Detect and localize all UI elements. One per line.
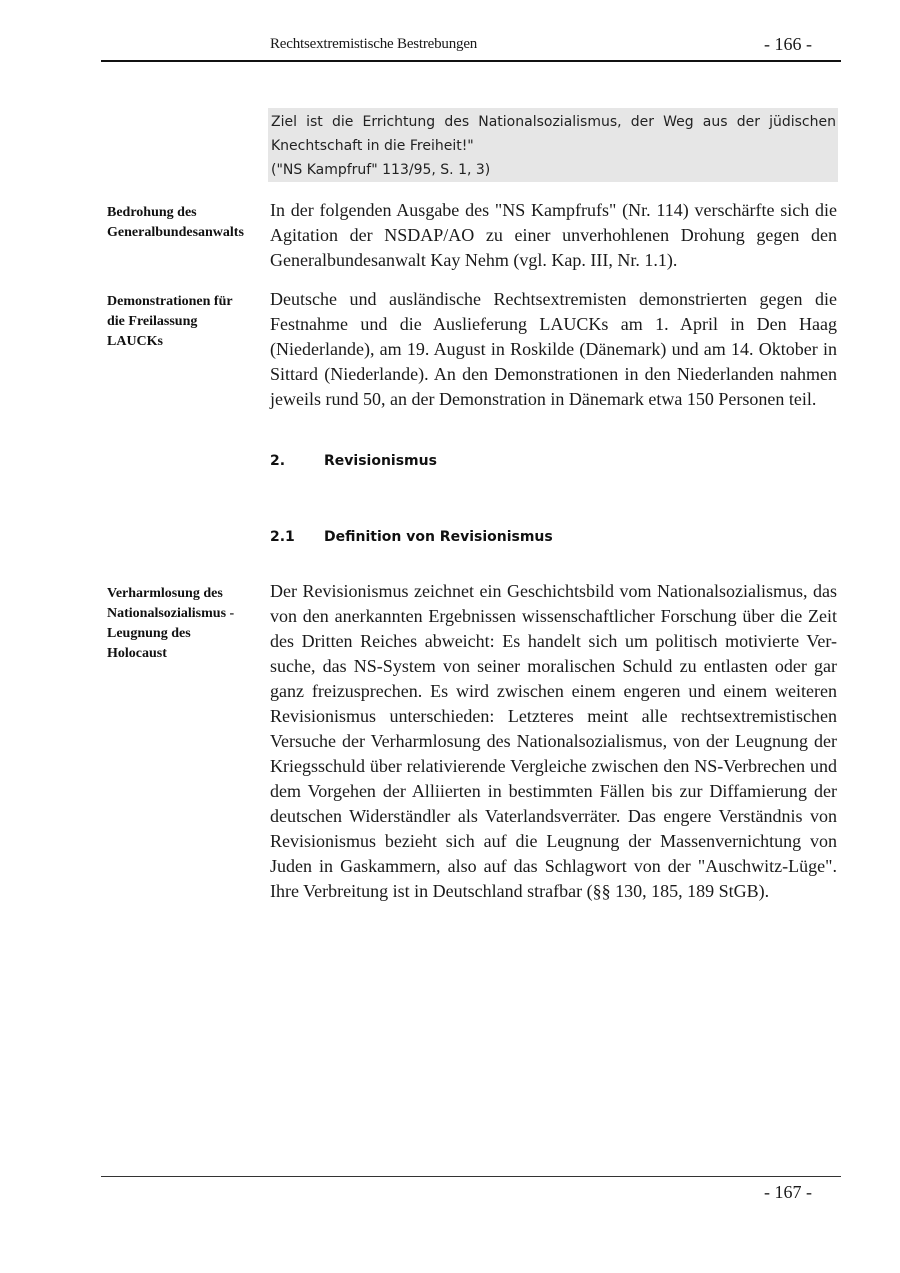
quote-line-2: Knechtschaft in die Freiheit!" [271, 138, 474, 154]
margin-note-bedrohung [107, 203, 267, 243]
paragraph-line: Agitation der NSDAP/AO zu einer unverhohlenen Drohung gegen den [270, 225, 837, 245]
margin-note-line: Holocaust [107, 646, 167, 661]
footer-rule [101, 1176, 841, 1177]
paragraph-line: Revisionismus bezieht sich auf die Leugnung der Massenvernichtung von [270, 831, 837, 851]
paragraph-line: jeweils rund 50, an der Demonstration in Dänemark etwa 150 Personen teil. [270, 389, 817, 409]
page-number-bottom: - 167 - [764, 1182, 812, 1202]
heading-2-1-title: Definition von Revisionismus [324, 529, 553, 545]
heading-2-title: Revisionismus [324, 453, 437, 469]
paragraph-line: Juden in Gaskammern, also auf das Schlagwort von der "Auschwitz-Lüge". [270, 856, 837, 876]
paragraph-line: von den anerkannten Ergebnissen wissenschaftlicher Forschung über die Zeit [270, 606, 837, 626]
margin-note-line: LAUCKs [107, 334, 164, 349]
margin-note-line: Verharmlosung des [107, 586, 223, 601]
margin-note-line: die Freilassung [107, 314, 198, 329]
paragraph-line: Revisionismus unterschieden: Letzteres meint alle rechtsextremistischen [270, 706, 837, 726]
paragraph-line: Deutsche und ausländische Rechtsextremisten demonstrierten gegen die [270, 289, 837, 309]
quote-line-1: Ziel ist die Errichtung des Nationalsozialismus, der Weg aus der jüdischen [271, 114, 836, 130]
paragraph-line: Ihre Verbreitung ist in Deutschland strafbar (§§ 130, 185, 189 StGB). [270, 881, 770, 901]
paragraph-line: Versuche der Verharmlosung des Nationalsozialismus, von der Leugnung der [270, 731, 837, 751]
quote-source: ("NS Kampfruf" 113/95, S. 1, 3) [271, 162, 491, 178]
paragraph-line: Generalbundesanwalt Kay Nehm (vgl. Kap. III, Nr. 1.1). [270, 250, 678, 270]
paragraph-line: dem Vorgehen der Alliierten in bestimmten Fällen bis zur Diffamierung der [270, 781, 837, 801]
paragraph-line: Sittard (Niederlande). An den Demonstrationen in den Niederlanden nahmen [270, 364, 837, 384]
heading-2-1-number: 2.1 [270, 529, 295, 545]
paragraph-line: (Niederlande), am 19. August in Roskilde (Dänemark) und am 14. Oktober in [270, 339, 837, 359]
paragraph-line: ganz freizusprechen. Es wird zwischen einem engeren und einem weiteren [270, 681, 837, 701]
paragraph-line: Kriegsschuld über relativierende Vergleiche zwischen den NS-Verbrechen und [270, 756, 837, 776]
header-rule [101, 60, 841, 62]
paragraph-line: suche, das NS-System von seiner moralischen Schuld zu entlasten oder gar [270, 656, 837, 676]
margin-note-line: Nationalsozialismus - [107, 606, 235, 621]
margin-note-line: Demonstrationen für [107, 294, 233, 309]
heading-2-number: 2. [270, 453, 286, 469]
paragraph-line: In der folgenden Ausgabe des "NS Kampfrufs" (Nr. 114) verschärfte sich die [270, 200, 837, 220]
margin-note-line: Generalbundesanwalts [107, 225, 244, 240]
paragraph-line: des Dritten Reiches abweicht: Es handelt sich um politisch motivierte Ver- [270, 631, 837, 651]
paragraph-line: Der Revisionismus zeichnet ein Geschichtsbild vom Nationalsozialismus, das [270, 581, 837, 601]
paragraph-line: Festnahme und die Auslieferung LAUCKs am 1. April in Den Haag [270, 314, 837, 334]
page-number-top: - 166 - [764, 34, 812, 54]
margin-note-demonstrationen [107, 292, 267, 352]
margin-note-line: Bedrohung des [107, 205, 197, 220]
paragraph-line: deutschen Widerständler als Vaterlandsverräter. Das engere Verständnis von [270, 806, 837, 826]
running-header-title: Rechtsextremistische Bestrebungen [270, 36, 478, 52]
margin-note-line: Leugnung des [107, 626, 191, 641]
margin-note-verharmlosung [107, 584, 267, 664]
